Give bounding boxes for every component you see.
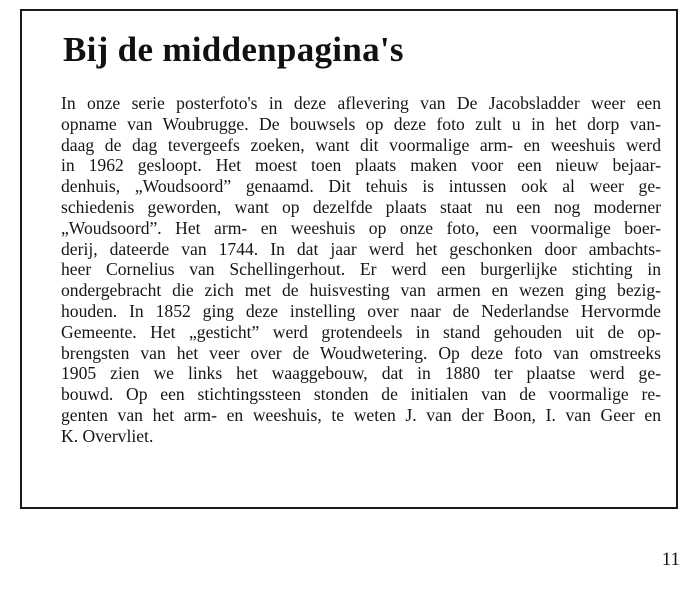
article-title: Bij de middenpagina's xyxy=(63,30,404,69)
body-line: bouwd. Op een stichtingssteen stonden de initialen van de voormalige re- xyxy=(61,384,661,405)
body-line: heer Cornelius van Schellingerhout. Er werd een burgerlijke stichting in xyxy=(61,259,661,280)
body-line: „Woudsoord”. Het arm- en weeshuis op onze foto, een voormalige boer- xyxy=(61,217,661,238)
body-line: In onze serie posterfoto's in deze aflevering van De Jacobsladder weer een xyxy=(61,93,661,113)
body-line: schiedenis geworden, want op dezelfde plaats staat nu een nog moderner xyxy=(61,196,661,217)
body-line: brengsten van het veer over de Woudwetering. Op deze foto van omstreeks xyxy=(61,342,661,363)
page-number: 11 xyxy=(661,549,680,570)
body-line: Gemeente. Het „gesticht” werd grotendeels in stand gehouden uit de op- xyxy=(61,321,661,342)
body-line: daag de dag tevergeefs zoeken, want dit voormalige arm- en weeshuis werd xyxy=(61,134,661,155)
body-line: in 1962 gesloopt. Het moest toen plaats maken voor een nieuw bejaar- xyxy=(61,155,661,176)
body-line: derij, dateerde van 1744. In dat jaar werd het geschonken door ambachts- xyxy=(61,238,661,259)
body-line: genten van het arm- en weeshuis, te weten J. van der Boon, I. van Geer en xyxy=(61,404,661,425)
body-line: ondergebracht die zich met de huisvesting van armen en wezen ging bezig- xyxy=(61,280,661,301)
body-line: houden. In 1852 ging deze instelling over naar de Nederlandse Hervormde xyxy=(61,300,661,321)
body-line: 1905 zien we links het waaggebouw, dat in 1880 ter plaatse werd ge- xyxy=(61,363,661,384)
article-body xyxy=(61,93,661,447)
body-line: denhuis, „Woudsoord” genaamd. Dit tehuis is intussen ook al weer ge- xyxy=(61,176,661,197)
body-line: opname van Woubrugge. De bouwsels op deze foto zult u in het dorp van- xyxy=(61,113,661,134)
body-line: K. Overvliet. xyxy=(61,425,154,446)
